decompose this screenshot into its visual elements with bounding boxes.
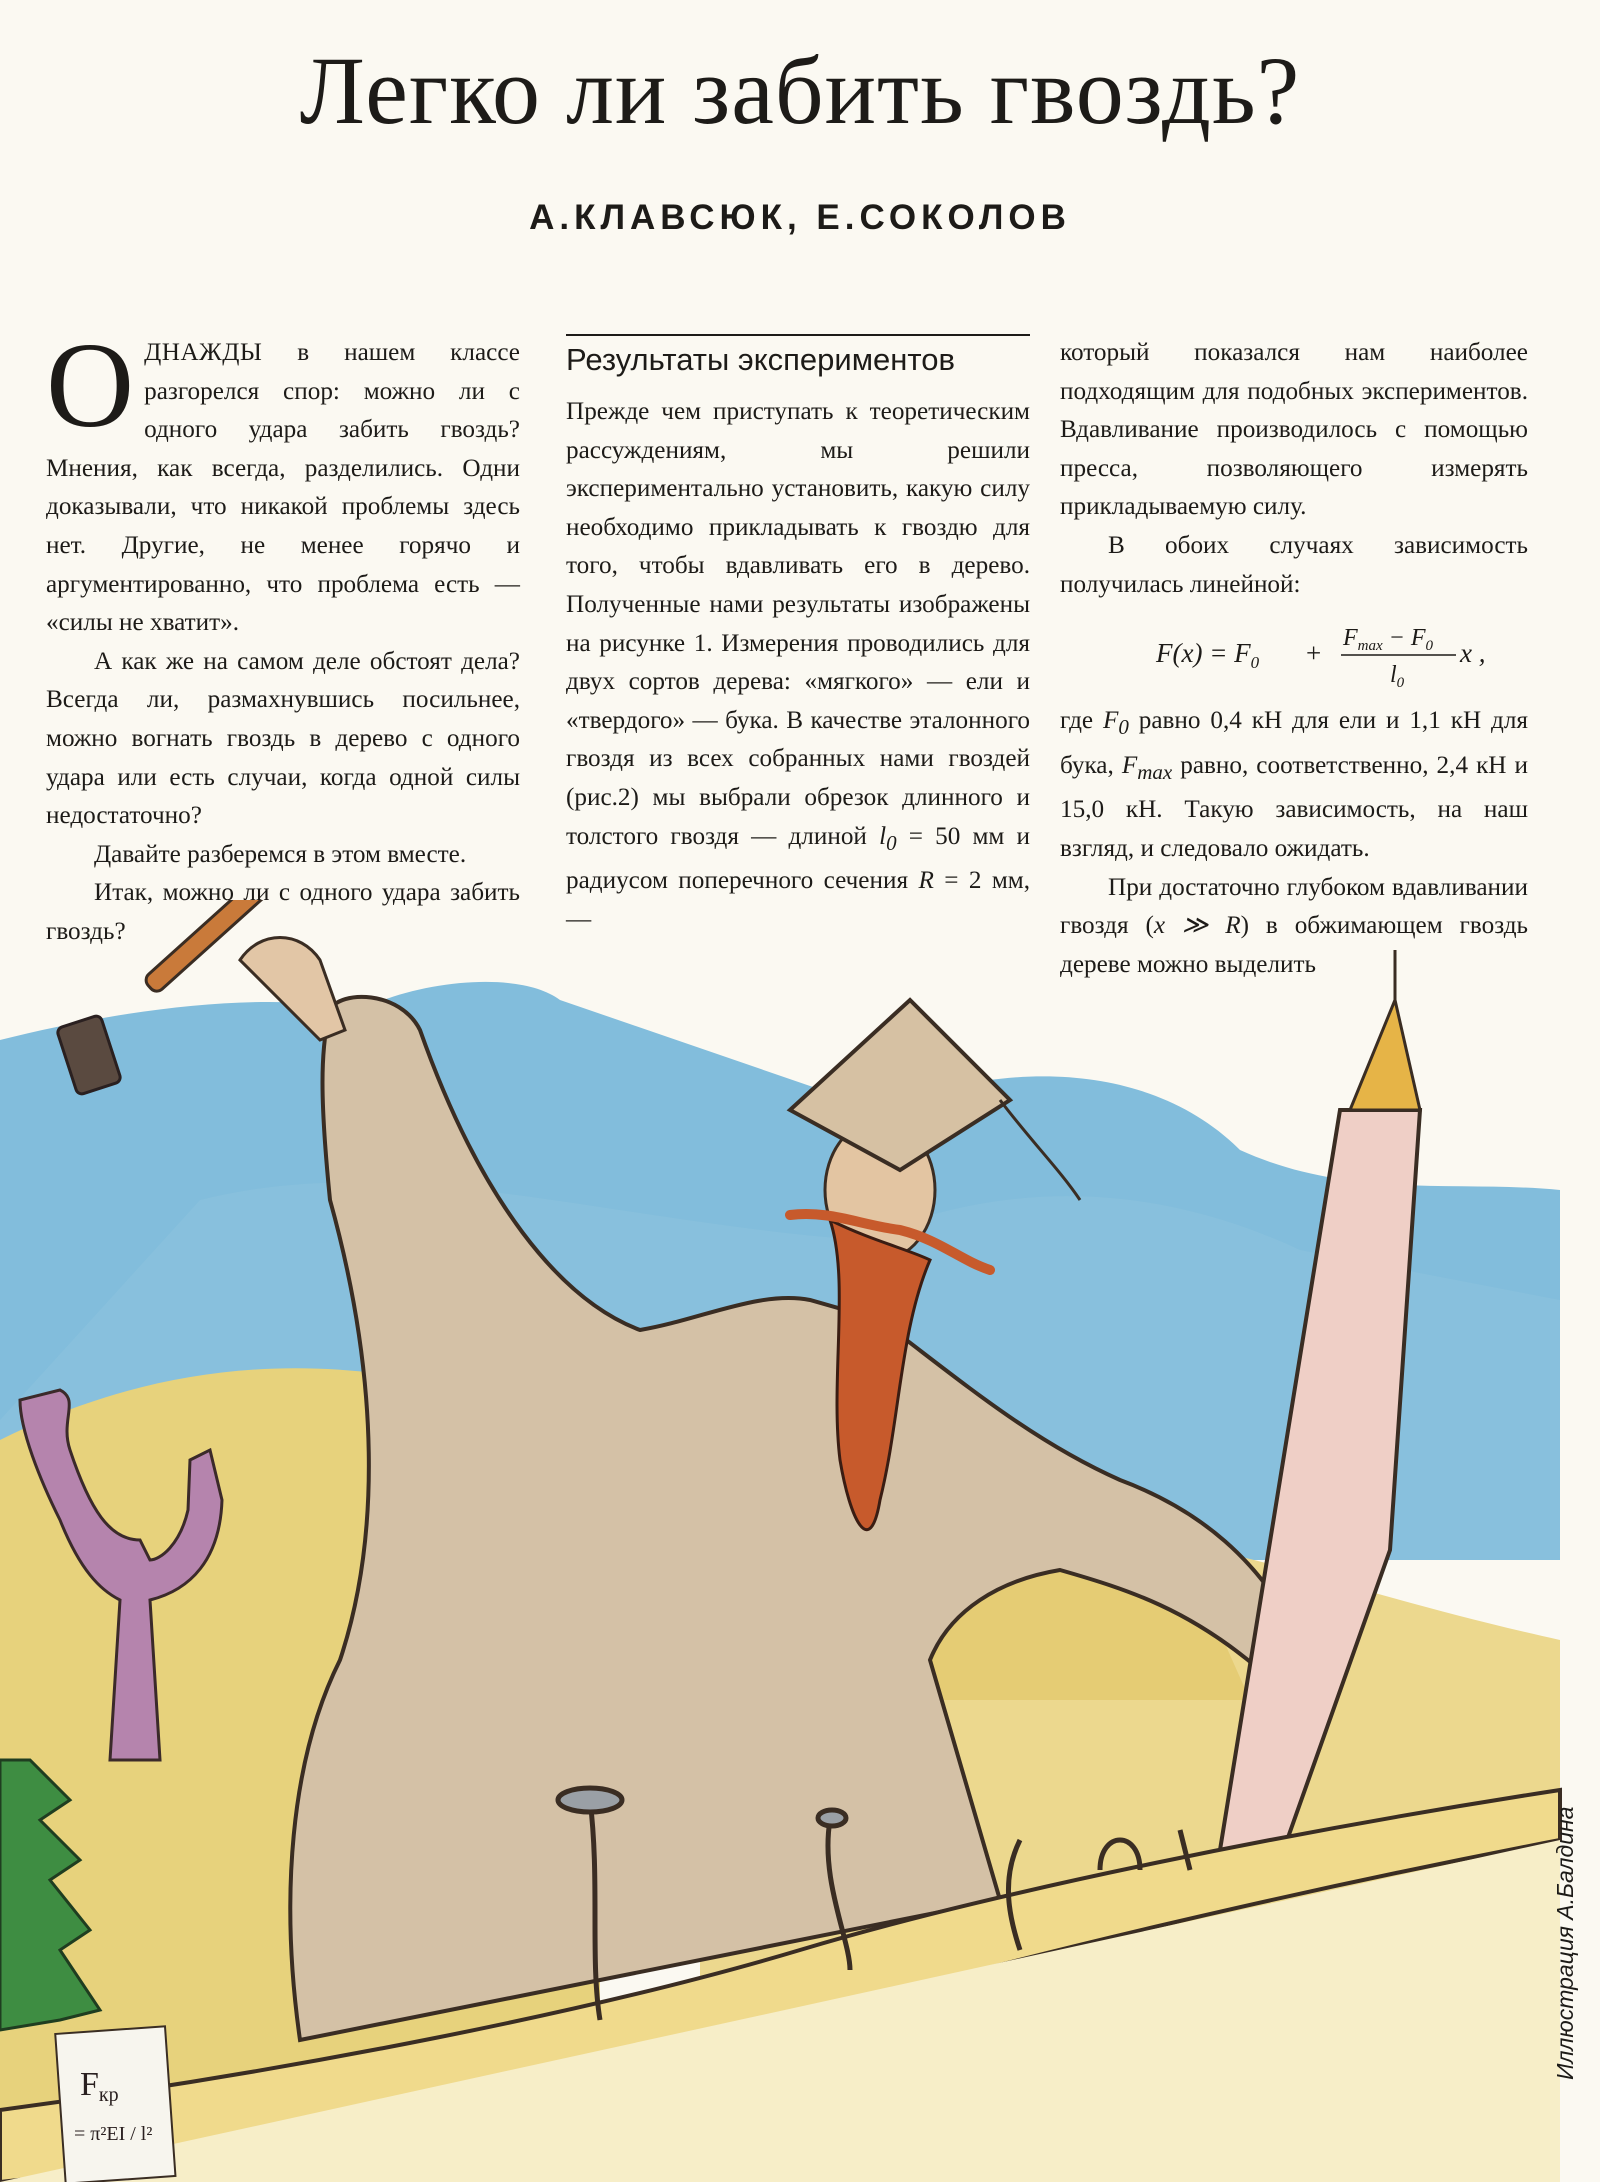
article-title: Легко ли забить гвоздь? [299, 37, 1301, 144]
svg-text:F(x) = F0: $F(x) = F_0$ [1156, 638, 1260, 673]
paragraph: Давайте разберемся в этом вместе. [94, 840, 467, 868]
svg-text:Fmax − F0: $F_{max} - F_0$ [1343, 625, 1434, 655]
paragraph-text: = 50 мм и радиусом поперечного сечения [566, 822, 1030, 895]
column-2 [566, 334, 1030, 939]
paragraph [566, 393, 1030, 939]
paragraph: где $F_0$ равно 0,4 кН для ели и 1,1 кН для бука, $F_{max}$ равно, соответственно, 2,4 кН и 15,0 кН. Такую зависимость, на наш взгляд, и следовало ожидать. [1060, 707, 1529, 862]
section-heading: Результаты экспериментов [566, 334, 1030, 377]
paragraph: А как же на самом деле обстоят дела? Всегда ли, размахнувшись посильнее, можно вогнать гвоздь в дерево с одного удара или есть случаи, когда одной силы недостаточно? [46, 647, 520, 830]
paragraph-text: = 2 мм, — [566, 867, 1030, 933]
illustration [0, 900, 1600, 2182]
svg-text:x ,: x , [1460, 638, 1486, 669]
math-l0: $l_0$ [879, 822, 897, 855]
formula-graphic [1060, 612, 1528, 692]
paragraph-text: Прежде чем приступать к теоретическим рассуждениям, мы решили экспериментально установить, какую силу необходимо прикладывать к гвоздю для того, чтобы вдавливать его в дерево. Полученные нами результаты изображены на рисунке 1. Измерения проводились для двух сортов дерева: «мягкого» — ели и «твердого» — бука. В качестве эталонного гвоздя из всех собранных нами гвоздей (рис.2) мы выбрали обрезок длинного и толстого гвоздя — длиной [566, 398, 1030, 850]
svg-text:Fкр: Fкр [80, 2066, 119, 2106]
svg-text:+: + [1306, 638, 1322, 669]
drop-cap: О [46, 318, 135, 453]
formula [1060, 612, 1528, 692]
column-3 [1060, 334, 1528, 984]
column-1 [46, 318, 520, 952]
svg-text:l0: $l_0$ [1390, 662, 1405, 692]
svg-text:= π²EI / l²: = π²EI / l² [74, 2123, 153, 2145]
lead-caps: ДНАЖДЫ [144, 339, 263, 366]
formula-note [55, 2026, 175, 2182]
paragraph: В обоих случаях зависимость получилась линейной: [1060, 531, 1528, 598]
math-r: R [918, 867, 934, 895]
paragraph-text: в нашем классе разгорелся спор: можно ли с одного удара забить гвоздь? Мнения, как всегда, разделились. Одни доказывали, что никакой проблемы здесь нет. Другие, не менее горячо и аргументированно, что проблема есть — «силы не хватит». [46, 339, 520, 637]
article-authors: А.КЛАВСЮК, Е.СОКОЛОВ [529, 198, 1071, 237]
illustration-credit: Иллюстрация А.Балдина [1552, 1806, 1578, 2080]
paragraph: который показался нам наиболее подходящим для подобных экспериментов. Вдавливание производилось с помощью пресса, позволяющего измерять прикладываемую силу. [1060, 339, 1528, 521]
paragraph: При достаточно глубоком вдавливании гвоздя (x ≫ R) в обжимающем гвоздь дереве можно выделить [1060, 873, 1528, 978]
paragraph [46, 318, 520, 643]
paragraph: Итак, можно ли с одного удара забить гвоздь? [46, 879, 520, 945]
